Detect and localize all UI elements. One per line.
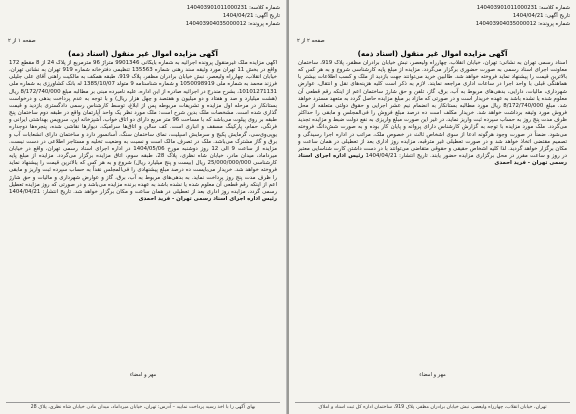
- header-date-value: 1404/04/21: [512, 13, 544, 19]
- document-body: [298, 60, 567, 356]
- page-number: صفحه ۱ از ۲: [8, 38, 36, 44]
- document-footer: بهای آگهی را با اخذ رسید پرداخت نمایید – آدرس: تهران، خیابان میرداماد، میدان مادر، خیابان شاه نظری، پلاک 28: [6, 402, 280, 410]
- signature-line: مهر و امضاء: [129, 372, 157, 378]
- header-case-label: شماره پرونده:: [248, 21, 280, 27]
- body-text: اسناد رسمی تهران به نشانی: تهران، خیابان انقلاب، چهارراه ولیعصر، نبش خیابان برادران مظفر، پلاک 919، ساختمان معاونت اجرای اسناد رسمی به صورت حضوری برگزار می‌گردد. مزایده از مبلغ پایه کارشناسی شروع و به هر کس که بالاترین قیمت را پیشنهاد نماید فروخته خواهد شد. طالبین خرید می‌توانند جهت بازدید از ملک و کسب اطلاعات بیشتر با هماهنگی قبلی با واحد اجرا در ساعات اداری مراجعه نمایند. لازم به ذکر است کلیه هزینه‌های نقل و انتقال، عوارض شهرداری، مالیات، دارایی، بدهی‌های مربوط به آب، برق، گاز، تلفن و حق شارژ ساختمان اعم از اینکه رقم قطعی آن معلوم شده یا نشده باشد به عهده خریدار است و در صورتی که مازاد بر مبلغ مزایده حاصل گردد به متعهد مسترد خواهد شد. مبلغ 8/172/740/000 ریال مورد مطالبه بستانکار به انضمام نیم عشر اجرایی و حقوق دولتی متعلقه از محل فروش مورد وثیقه برداشت خواهد شد. خریدار مکلف است ده درصد مبلغ فروش را فی‌المجلس و مابقی را حداکثر ظرف مدت پنج روز به حساب سپرده ثبت واریز نماید، در غیر این صورت مبلغ واریزی به نفع دولت ضبط و مزایده تجدید می‌گردد. ملک مورد مزایده با توجه به گزارش کارشناس دارای پروانه و پایان کار بوده و به صورت شش‌دانگ فروخته می‌شود. ضمناً در صورت وجود هرگونه ادعا از سوی اشخاص ثالث در خصوص ملک، مراتب در اداره اجرا رسیدگی و تصمیم مقتضی اتخاذ خواهد شد و در صورت تعطیلی غیر مترقبه، مزایده روز اداری بعد از تعطیلی در همان ساعت و مکان برگزار خواهد گردید. لذا کلیه اشخاص حقیقی و حقوقی متقاضی می‌توانند با در دست داشتن کارت شناسایی معتبر در روز و ساعت مقرر در محل برگزاری مزایده حضور یابند. تاریخ انتشار: 1404/04/21: [298, 60, 567, 160]
- header-number-value: 140403901011000231: [186, 5, 248, 11]
- header-case-label: شماره پرونده:: [538, 21, 570, 27]
- header-block: [168, 4, 280, 28]
- header-date-value: 1404/04/21: [222, 13, 254, 19]
- document-footer: تهران، خیابان انقلاب، چهارراه ولیعصر، نبش خیابان برادران مظفر، پلاک 919، ساختمان اداره کل ثبت اسناد و املاک: [295, 402, 570, 410]
- header-case-value: 140403904035000012: [185, 21, 247, 27]
- body-closing: رئیس اداره اجرای اسناد رسمی تهران - فرید احمدی: [138, 195, 277, 202]
- header-date-label: تاریخ آگهی:: [255, 13, 280, 19]
- page-number: صفحه ۲ از ۲: [297, 38, 325, 44]
- signature-line: مهر و امضاء: [419, 372, 446, 378]
- header-number-label: شماره کلاسه:: [539, 5, 570, 11]
- body-closing: رئیس اداره اجرای اسناد رسمی تهران - فرید احمدی: [298, 153, 567, 167]
- document-title: آگهی مزایده اموال غیر منقول (اسناد ذمه): [68, 49, 218, 58]
- document-title: آگهی مزایده اموال غیر منقول (اسناد ذمه): [357, 49, 508, 58]
- header-number-label: شماره کلاسه:: [249, 5, 280, 11]
- header-number-value: 140403901011000231: [476, 5, 538, 11]
- document-page-right: [289, 0, 576, 414]
- document-page-left: [0, 0, 287, 414]
- document-body: [9, 60, 277, 356]
- header-date-label: تاریخ آگهی:: [545, 13, 570, 19]
- body-text: آگهی مزایده ملک غیرمنقول پرونده اجرائیه به شماره بایگانی 9901346 متراژ 96 مترمربع از پلاک 24 از 8 مقطع 172 واقع در بخش 11 تهران مورد وثیقه سند رهنی شماره 135563 تنظیمی دفترخانه شماره 919 تهران به نشانی تهران، خیابان انقلاب، چهارراه ولیعصر، نبش خیابان برادران مظفر، پلاک 919، طبقه همکف به مالکیت راهنی آقای علی جلیلی فرزند محمد به شماره ملی 1050098919 و شماره شناسنامه 9 متولد 1385/10/07 له بانک کشاورزی به شماره ملی 10101271131، بشرح مندرج در اجرائیه صادره از این اداره، علیه نامبرده مبنی بر مطالبه مبلغ 8/172/740/000 ریال (هشت میلیارد و صد و هفتاد و دو میلیون و هفتصد و چهل هزار ریال) و با توجه به عدم پرداخت بدهی و درخواست بستانکار در مرحله اول مزایده و تشریفات مربوطه پس از ابلاغ، توسط کارشناس رسمی دادگستری بازدید و قیمت گذاری شده است. مشخصات ملک بدین شرح است: ملک مورد نظر یک واحد آپارتمان واقع در طبقه دوم ساختمان پنج طبقه بر روی پیلوت می‌باشد که با مساحت 96 متر مربع دارای دو اتاق خواب، آشپزخانه اپن، سرویس بهداشتی ایرانی و فرنگی، حمام، پارکینگ مسقف و انباری است. کف سالن و اتاق‌ها سرامیک، دیوارها نقاشی شده، پنجره‌ها دوجداره یو‌پی‌وی‌سی، گرمایش پکیج و سرمایش اسپلیت، نمای ساختمان سنگ، آسانسور دارد و ساختمان دارای انشعابات آب و برق و گاز مشترک می‌باشد. ملک در تصرف مالک است و نسبت به وضعیت تخلیه و مستاجر اطلاعی در دست نیست. مزایده از ساعت 9 الی 12 روز دوشنبه مورخ 1404/05/06 در اداره اجرای اسناد رسمی تهران، واقع در خیابان میرداماد، میدان مادر، خیابان شاه نظری، پلاک 28، طبقه سوم، اتاق مزایده برگزار می‌گردد. مزایده از مبلغ پایه کارشناسی 25/000/000/000 ریال (بیست و پنج میلیارد ریال) شروع و به هر کس که بالاترین قیمت را پیشنهاد نماید فروخته خواهد شد. خریدار می‌بایست ده درصد مبلغ پیشنهادی را فی‌المجلس نقداً به حساب سپرده ثبت واریز و مابقی را ظرف مدت پنج روز پرداخت نماید. به بدهی‌های مربوط به آب، برق، گاز و عوارض شهرداری و مالیات و حق شارژ اعم از اینکه رقم قطعی آن معلوم شده یا نشده باشد به عهده برنده مزایده می‌باشد و در صورتی که روز مزایده تعطیل رسمی گردد، مزایده روز اداری بعد از تعطیلی در همان ساعت و مکان برگزار خواهد شد. تاریخ انتشار: 1404/04/21: [9, 60, 277, 195]
- header-case-value: 140403904035000012: [475, 21, 537, 27]
- header-block: [458, 4, 570, 28]
